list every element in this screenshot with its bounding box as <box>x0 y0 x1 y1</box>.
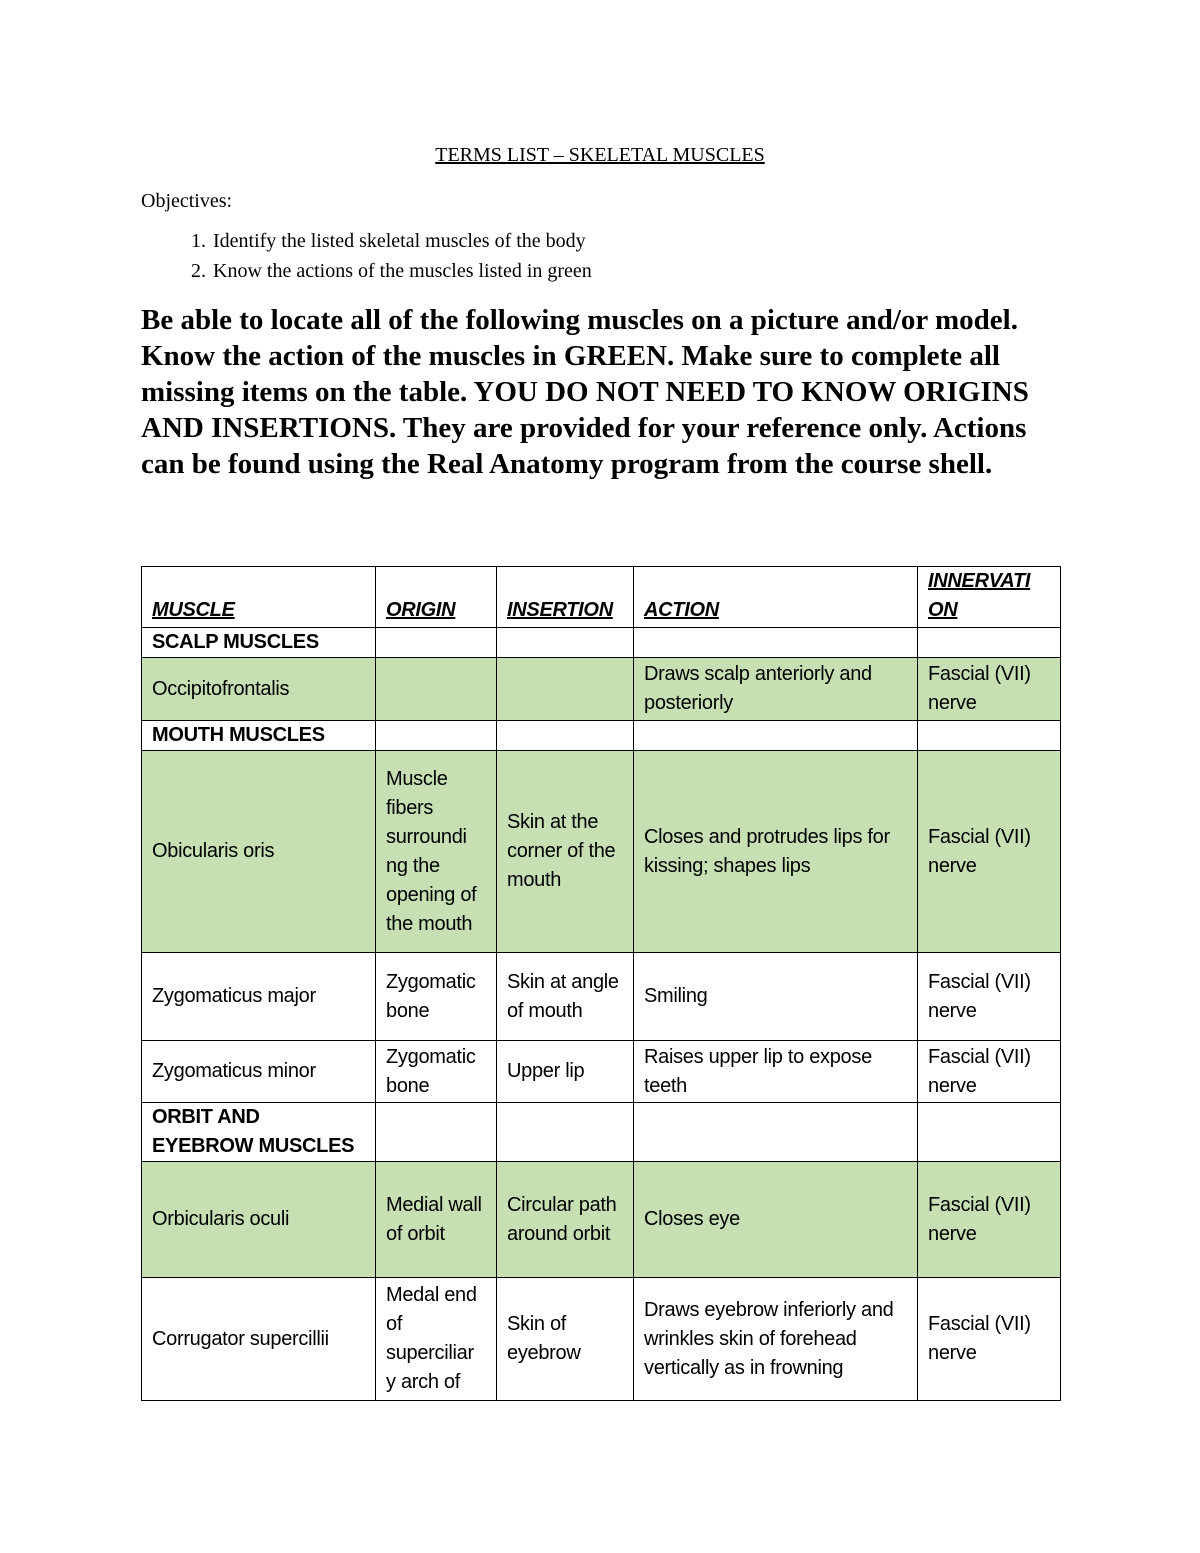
document-page <box>141 140 1059 482</box>
header-insertion: INSERTION <box>497 567 634 628</box>
insertion-cell: Skin at angle of mouth <box>497 953 634 1041</box>
origin-cell <box>376 1103 497 1162</box>
action-cell <box>634 1103 918 1162</box>
action-cell <box>634 721 918 751</box>
table-row <box>142 1162 1061 1278</box>
innervation-cell: Fascial (VII) nerve <box>918 751 1061 953</box>
instructions-paragraph: Be able to locate all of the following muscles on a picture and/or model. Know the action of the muscles in GREEN. Make sure to complete all missing items on the table. YOU DO NOT NEED TO KNOW ORIGINS AND INSERTIONS. They are provided for your reference only. Actions can be found using the Real Anatomy program from the course shell. <box>141 304 1029 480</box>
header-origin: ORIGIN <box>376 567 497 628</box>
muscle-cell: Orbicularis oculi <box>142 1162 376 1278</box>
objectives-label: Objectives: <box>141 190 233 212</box>
insertion-cell <box>497 721 634 751</box>
insertion-cell: Upper lip <box>497 1041 634 1103</box>
insertion-cell: Skin at the corner of the mouth <box>497 751 634 953</box>
table-row <box>142 1103 1061 1162</box>
table-row <box>142 721 1061 751</box>
muscle-cell: Zygomaticus major <box>142 953 376 1041</box>
muscle-cell: MOUTH MUSCLES <box>142 721 376 751</box>
origin-cell: Muscle fibers surroundi ng the opening of the mouth <box>376 751 497 953</box>
header-muscle: MUSCLE <box>142 567 376 628</box>
insertion-cell: Skin of eyebrow <box>497 1278 634 1401</box>
table-row <box>142 1041 1061 1103</box>
origin-cell <box>376 628 497 658</box>
header-action: ACTION <box>634 567 918 628</box>
table-row <box>142 751 1061 953</box>
insertion-cell <box>497 1103 634 1162</box>
insertion-cell <box>497 628 634 658</box>
muscle-cell: ORBIT AND EYEBROW MUSCLES <box>142 1103 376 1162</box>
muscle-table <box>141 566 1061 1401</box>
innervation-cell: Fascial (VII) nerve <box>918 1278 1061 1401</box>
muscle-cell: SCALP MUSCLES <box>142 628 376 658</box>
origin-cell <box>376 721 497 751</box>
action-cell: Raises upper lip to expose teeth <box>634 1041 918 1103</box>
action-cell: Draws eyebrow inferiorly and wrinkles skin of forehead vertically as in frowning <box>634 1278 918 1401</box>
innervation-cell <box>918 721 1061 751</box>
innervation-cell: Fascial (VII) nerve <box>918 658 1061 721</box>
action-cell: Closes eye <box>634 1162 918 1278</box>
origin-cell: Zygomatic bone <box>376 953 497 1041</box>
action-cell: Draws scalp anteriorly and posteriorly <box>634 658 918 721</box>
header-innervation: INNERVATI ON <box>918 567 1061 628</box>
innervation-cell: Fascial (VII) nerve <box>918 1162 1061 1278</box>
muscle-cell: Corrugator supercillii <box>142 1278 376 1401</box>
origin-cell <box>376 658 497 721</box>
muscle-cell: Obicularis oris <box>142 751 376 953</box>
innervation-cell <box>918 1103 1061 1162</box>
table-row <box>142 658 1061 721</box>
origin-cell: Medial wall of orbit <box>376 1162 497 1278</box>
muscle-cell: Zygomaticus minor <box>142 1041 376 1103</box>
objective-item: 2. Know the actions of the muscles listed in green <box>211 256 1059 286</box>
innervation-cell <box>918 628 1061 658</box>
table-header-row <box>142 567 1061 628</box>
action-cell: Smiling <box>634 953 918 1041</box>
objective-item: 1. Identify the listed skeletal muscles of the body <box>211 226 1059 256</box>
innervation-cell: Fascial (VII) nerve <box>918 1041 1061 1103</box>
insertion-cell: Circular path around orbit <box>497 1162 634 1278</box>
muscle-cell: Occipitofrontalis <box>142 658 376 721</box>
insertion-cell <box>497 658 634 721</box>
table-row <box>142 1278 1061 1401</box>
objectives-list <box>141 226 1059 286</box>
table-row <box>142 628 1061 658</box>
document-title: TERMS LIST – SKELETAL MUSCLES <box>435 144 765 166</box>
table-row <box>142 953 1061 1041</box>
innervation-cell: Fascial (VII) nerve <box>918 953 1061 1041</box>
origin-cell: Zygomatic bone <box>376 1041 497 1103</box>
action-cell: Closes and protrudes lips for kissing; shapes lips <box>634 751 918 953</box>
action-cell <box>634 628 918 658</box>
origin-cell: Medal end of superciliar y arch of <box>376 1278 497 1401</box>
